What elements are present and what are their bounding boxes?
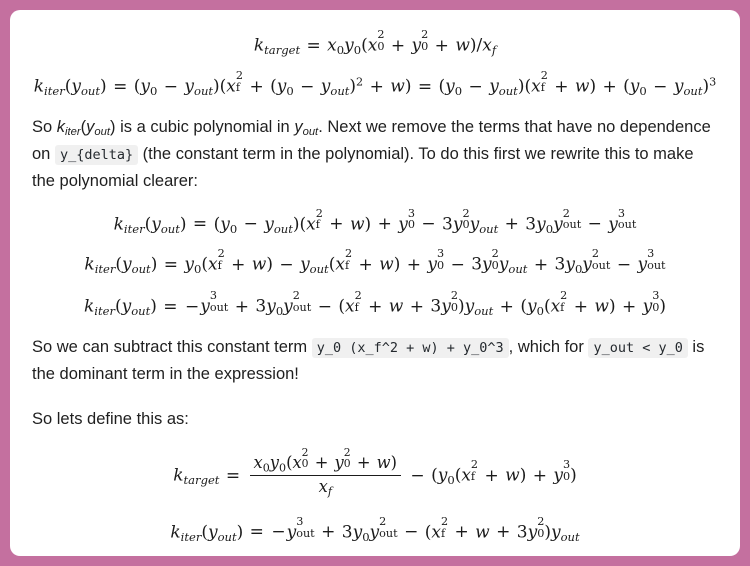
paragraph-subtract-constant xyxy=(32,334,718,387)
equation-ktarget-final: $k_{target}$ = $x_0y_0(x$ 2 0 + y 2 0 + w) $x_f$ − ($y_0(x$ 2 f + w) + y 3 0 ) xyxy=(173,445,577,499)
code-constant-term: y_0 (x_f^2 + w) + y_0^3 xyxy=(312,338,509,358)
equation-ktarget-initial: $k_{target} = x_0y_0(x$ 2 0 + y 2 0 + $w)/x_f$ xyxy=(253,27,497,57)
equation-kiter-expanded-1: $k_{iter}(y_{out}) = (y_0 - y_{out})(x$ 2 f + w) + y 3 0 − 3y 2 0 $y_{out} + 3y_0y$ 2 out − y 3 out xyxy=(113,206,637,236)
text-fragment: So we can subtract this constant term xyxy=(32,338,312,357)
equation-kiter-initial: $k_{iter}(y_{out}) = (y_0 - y_{out})(x$ 2 f + $(y_0 - y_{out})^2 + w) = (y_0 - y_{out})(x$ 2 f + $w) + (y_0 - y_{out})^3$ xyxy=(33,68,717,98)
text-fragment: , which for xyxy=(508,338,589,357)
code-y-delta: y_{delta} xyxy=(55,145,138,165)
equation-kiter-expanded-2: $k_{iter}(y_{out}) = y_0(x$ 2 f + $w) - y_{out}(x$ 2 f + w) + y 3 0 − 3y 2 0 $y_{out} + 3y_0y$ 2 out − y 3 out xyxy=(84,247,666,277)
code-yout-lt-y0: y_out < y_0 xyxy=(588,338,687,358)
paragraph-cubic-polynomial: So $k_{iter}(y_{out})$ is a cubic polynomial in $y_{out}$. Next we remove the terms that have no dependence on y_{delta} (the constant term in the polynomial). To do this first we rewrite this to make the polynomial clearer: xyxy=(32,117,711,190)
paragraph-define-this: So lets define this as: xyxy=(32,409,189,428)
text-fragment: . Next we remove the terms that have no dependence on xyxy=(32,117,711,164)
inline-math-kiter: k xyxy=(56,117,66,136)
equation-kiter-final: $k_{iter}(y_{out}) = -y$ 3 out + $3y_0y$ 2 out − (x 2 f + w + 3y 2 0 )$y_{out}$ xyxy=(170,514,580,544)
text-fragment: is the dominant term in the expression! xyxy=(32,338,705,383)
text-fragment: is a cubic polynomial in xyxy=(115,117,295,136)
document-page xyxy=(10,10,740,556)
inline-math-yout: y xyxy=(294,117,303,136)
text-fragment: (the constant term in the polynomial). To do this first we rewrite this to make the polynomial clearer: xyxy=(32,145,694,190)
text-fragment: So xyxy=(32,117,57,136)
equation-kiter-grouped: $k_{iter}(y_{out}) = -y$ 3 out + $3y_0y$ 2 out − (x 2 f + w + 3y 2 0 )$y_{out} + (y_0(x$ 2 f + w) + y 3 0 ) xyxy=(83,289,667,319)
